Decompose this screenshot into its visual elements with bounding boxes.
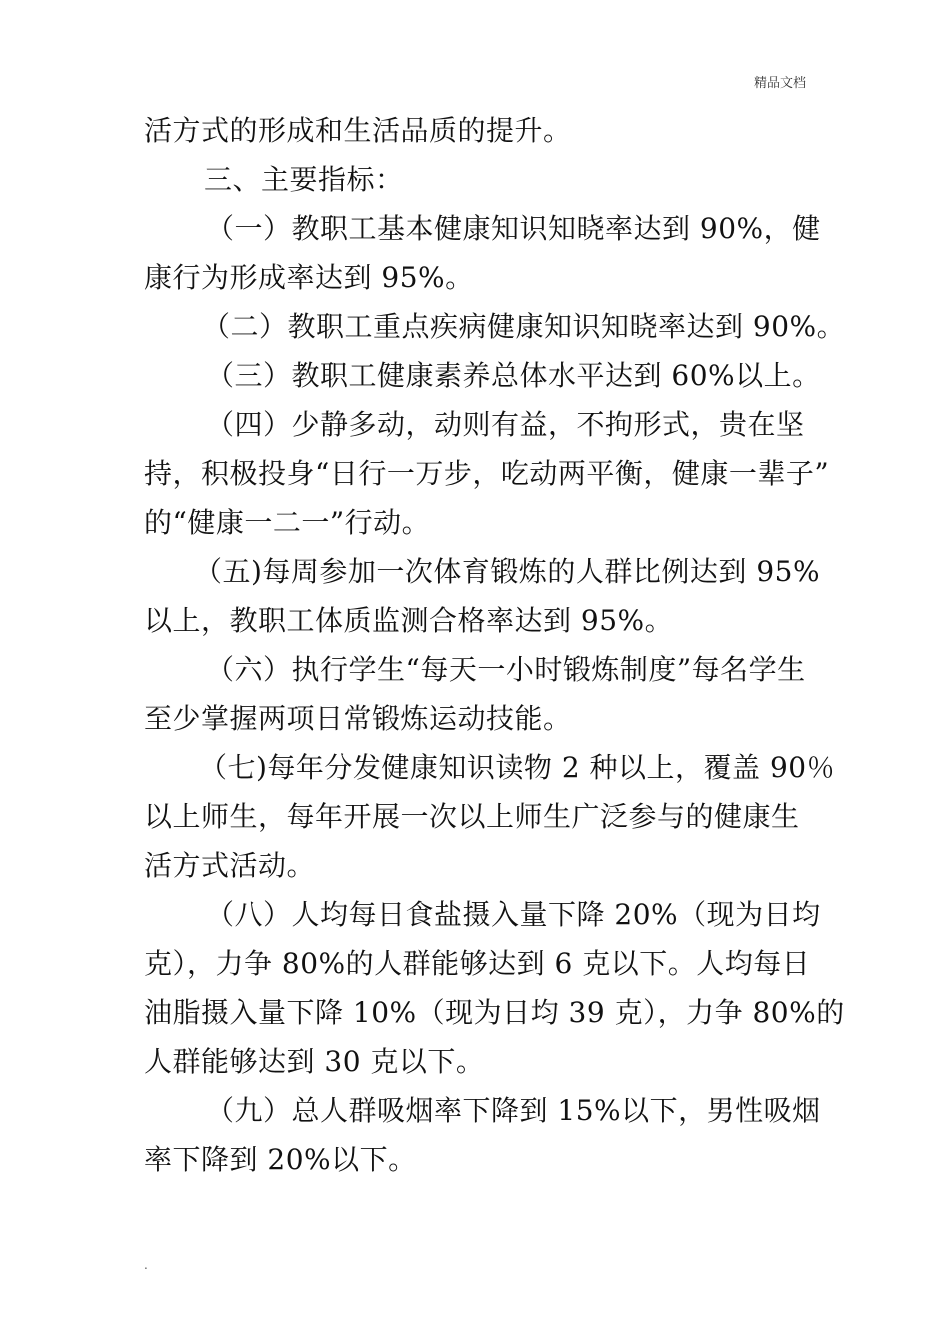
text-line: 活方式的形成和生活品质的提升。 bbox=[144, 114, 572, 147]
text-line: 以上师生，每年开展一次以上师生广泛参与的健康生 bbox=[144, 800, 800, 833]
text-line: （三）教职工健康素养总体水平达到 60%以上。 bbox=[206, 359, 821, 392]
page-header-tag: 精品文档 bbox=[753, 76, 806, 91]
text-line: （九）总人群吸烟率下降到 15%以下，男性吸烟 bbox=[206, 1094, 821, 1127]
footer-mark: . bbox=[144, 1258, 148, 1272]
text-line: 克），力争 80%的人群能够达到 6 克以下。人均每日 bbox=[144, 947, 811, 980]
text-line: 持，积极投身“日行一万步，吃动两平衡，健康一辈子” bbox=[144, 457, 830, 490]
text-line: （四）少静多动，动则有益，不拘形式，贵在坚 bbox=[206, 408, 805, 441]
text-line: （一）教职工基本健康知识知晓率达到 90%，健 bbox=[206, 212, 821, 245]
document-body bbox=[144, 106, 846, 1184]
text-line: 油脂摄入量下降 10%（现为日均 39 克），力争 80%的 bbox=[144, 996, 845, 1029]
text-line: （七)每年分发健康知识读物 2 种以上，覆盖 90％ bbox=[199, 751, 836, 784]
text-line: 人群能够达到 30 克以下。 bbox=[144, 1045, 485, 1078]
text-line: 康行为形成率达到 95%。 bbox=[144, 261, 474, 294]
text-line: （五)每周参加一次体育锻炼的人群比例达到 95% bbox=[194, 555, 821, 588]
section-heading: 三、主要指标： bbox=[204, 163, 404, 196]
text-line: 活方式活动。 bbox=[144, 849, 316, 882]
text-line: 以上，教职工体质监测合格率达到 95%。 bbox=[144, 604, 674, 637]
text-line: （二）教职工重点疾病健康知识知晓率达到 90%。 bbox=[202, 310, 846, 343]
text-line: 率下降到 20%以下。 bbox=[144, 1143, 417, 1176]
text-line: （八）人均每日食盐摄入量下降 20%（现为日均 bbox=[206, 898, 821, 931]
text-line: 至少掌握两项日常锻炼运动技能。 bbox=[144, 702, 572, 735]
text-line: 的“健康一二一”行动。 bbox=[144, 506, 431, 539]
text-line: （六）执行学生“每天一小时锻炼制度”每名学生 bbox=[206, 653, 806, 686]
